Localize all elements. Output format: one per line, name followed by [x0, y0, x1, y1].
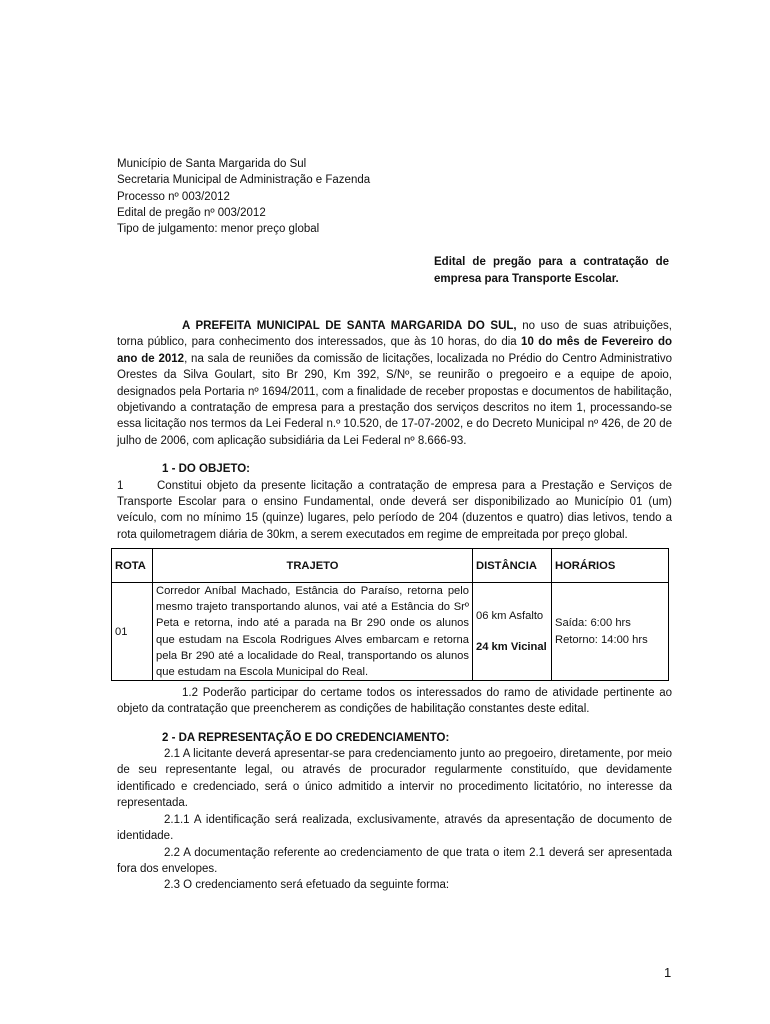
distance-asphalt: 06 km Asfalto	[476, 610, 544, 623]
document-body	[117, 318, 672, 894]
cell-trajeto: Corredor Aníbal Machado, Estância do Paraíso, retorna pelo mesmo trajeto transportando alunos, vai até a Estância do Srº Peta e retorna, indo até a parada na Br 290 onde os alunos que estudam na Escola Rodrigues Alves embarcam e retorna pela Br 290 até a localidade do Real, transportando os alunos que estudam na Escola Municipal do Real.	[153, 583, 473, 681]
section-1-title: 1 - DO OBJETO:	[162, 463, 250, 476]
paragraph-2-3: 2.3 O credenciamento será efetuado da seguinte forma:	[164, 879, 450, 892]
edital-subject: Edital de pregão para a contratação de empresa para Transporte Escolar.	[434, 256, 669, 285]
section-2-title: 2 - DA REPRESENTAÇÃO E DO CREDENCIAMENTO:	[162, 731, 450, 744]
header-judgement-type: Tipo de julgamento: menor preço global	[117, 223, 320, 236]
header-secretariat: Secretaria Municipal de Administração e Fazenda	[117, 174, 371, 187]
paragraph-2-1-1: 2.1.1 A identificação será realizada, exclusivamente, através da apresentação de documento de identidade.	[117, 813, 672, 843]
header-rota: ROTA	[112, 549, 153, 583]
intro-paragraph	[117, 318, 672, 449]
header-process-number: Processo nº 003/2012	[117, 190, 230, 203]
intro-text-2: , na sala de reuniões da comissão de licitações, localizada no Prédio do Centro Administrativo Orestes da Silva Goulart, sito Br 290, Km 392, S/Nº, se reunirão o pregoeiro e a equipe de apoio, designados pela Portaria nº 1694/2011, com a finalidade de receber propostas e documentos de habilitação, objetivando a contratação de empresa para a prestação dos serviços descritos no item 1, processando-se essa licitação nos termos da Lei Federal n.º 10.520, de 17-07-2002, e do Decreto Municipal nº 426, de 20 de julho de 2006, com aplicação subsidiária da Lei Federal nº 8.666-93.	[117, 352, 673, 447]
intro-bold-prefeita: A PREFEITA MUNICIPAL DE SANTA MARGARIDA DO SUL,	[182, 320, 517, 332]
cell-rota: 01	[112, 583, 153, 681]
route-table	[111, 548, 669, 681]
table-header-row	[112, 549, 669, 583]
table-row	[112, 583, 669, 681]
header-municipality: Município de Santa Margarida do Sul	[117, 158, 307, 170]
departure-time: Saída: 6:00 hrs	[555, 617, 631, 630]
intro-bold-date: 10 do mês de Fevereiro do ano de 2012	[117, 336, 672, 365]
header-horarios: HORÁRIOS	[552, 549, 669, 583]
cell-distancia	[473, 583, 552, 681]
header-distancia: DISTÂNCIA	[473, 549, 552, 583]
paragraph-1-2: 1.2 Poderão participar do certame todos os interessados do ramo de atividade pertinente ao objeto da contratação que preencherem as condições de habilitação constantes deste edital.	[117, 686, 672, 716]
page-number: 1	[664, 965, 672, 980]
section-1-text: Constitui objeto da presente licitação a contratação de empresa para a Prestação e Serviços de Transporte Escolar para o ensino Fundamental, onde deverá ser disponibilizado ao Município 01 (um) veículo, com no mínimo 15 (quinze) lugares, pelo período de 204 (duzentos e quatro) dias letivos, tendo a rota quilometragem diária de 30km, a serem executados em regime de empreitada por preço global.	[117, 479, 672, 541]
section-1-paragraph	[117, 478, 672, 544]
section-1-number: 1	[117, 479, 124, 492]
distance-vicinal: 24 km Vicinal	[476, 640, 547, 653]
paragraph-2-2: 2.2 A documentação referente ao credenciamento de que trata o item 2.1 deverá ser apresentada fora dos envelopes.	[117, 846, 672, 875]
intro-text-1: no uso de suas atribuições, torna público, para conhecimento dos interessados, que às 10 horas, do dia	[117, 320, 673, 349]
cell-horarios	[552, 583, 669, 681]
document-header	[117, 156, 370, 237]
header-trajeto: TRAJETO	[153, 549, 473, 583]
return-time: Retorno: 14:00 hrs	[555, 633, 648, 646]
header-edital-number: Edital de pregão nº 003/2012	[117, 206, 266, 219]
paragraph-2-1: 2.1 A licitante deverá apresentar-se para credenciamento junto ao pregoeiro, diretamente, por meio de seu representante legal, ou através de procurador regularmente constituído, que devidamente identificado e credenciado, será o único admitido a intervir no procedimento licitatório, no interesse da representada.	[117, 748, 672, 810]
